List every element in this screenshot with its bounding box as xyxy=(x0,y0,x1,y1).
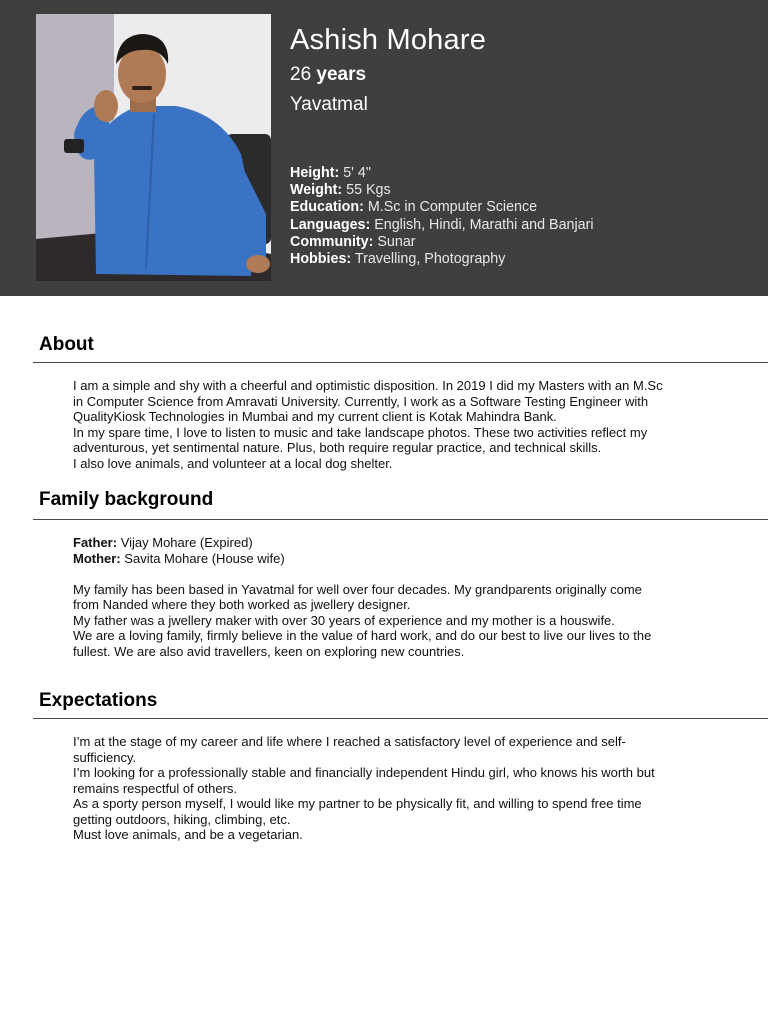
section-title: Expectations xyxy=(39,690,158,711)
detail-languages xyxy=(290,217,760,234)
text-line: fullest. We are also avid travellers, keen on exploring new countries. xyxy=(73,643,465,659)
detail-weight xyxy=(290,182,760,199)
profile-details xyxy=(290,165,760,268)
detail-label: Community: xyxy=(290,233,374,250)
detail-value: English, Hindi, Marathi and Banjari xyxy=(374,216,594,233)
detail-value: 55 Kgs xyxy=(346,182,391,199)
detail-value: Travelling, Photography xyxy=(354,251,506,268)
mother-label: Mother: xyxy=(73,550,121,566)
section-divider xyxy=(33,519,768,520)
detail-value: M.Sc in Computer Science xyxy=(367,199,538,216)
text-line: getting outdoors, hiking, climbing, etc. xyxy=(73,811,291,827)
family-section xyxy=(0,488,768,659)
text-line: My father was a jwellery maker with over 30 years of experience and my mother is a houswife. xyxy=(73,612,615,628)
expectations-section xyxy=(0,689,768,842)
text-line: I also love animals, and volunteer at a local dog shelter. xyxy=(73,455,393,471)
text-line: I’m at the stage of my career and life where I reached a satisfactory level of experience and self- xyxy=(73,734,626,749)
spacer xyxy=(73,566,728,582)
text-line: from Nanded where they both worked as jwellery designer. xyxy=(73,597,411,612)
text-line: QualityKiosk Technologies in Mumbai and my current client is Kotak Mahindra Bank. xyxy=(73,409,557,424)
detail-label: Height: xyxy=(290,165,340,181)
mother-value: Savita Mohare (House wife) xyxy=(124,550,285,566)
detail-value: Sunar xyxy=(377,233,416,250)
age-number: 26 xyxy=(290,64,312,85)
text-line: As a sporty person myself, I would like my partner to be physically fit, and willing to spend free time xyxy=(73,796,642,811)
text-line: I am a simple and shy with a cheerful and optimistic disposition. In 2019 I did my Masters with an M.Sc xyxy=(73,378,663,393)
section-title: Family background xyxy=(39,489,214,510)
family-text xyxy=(73,535,728,659)
profile-header xyxy=(0,0,768,296)
profile-city: Yavatmal xyxy=(290,94,368,115)
father-value: Vijay Mohare (Expired) xyxy=(120,535,253,550)
section-divider xyxy=(33,718,768,719)
mother-line xyxy=(73,551,728,567)
text-line: Must love animals, and be a vegetarian. xyxy=(73,827,303,842)
section-title: About xyxy=(39,334,94,355)
detail-value: 5' 4" xyxy=(343,165,371,181)
text-line: We are a loving family, firmly believe in the value of hard work, and do our best to live our lives to the xyxy=(73,628,652,643)
profile-age xyxy=(290,64,366,86)
text-line: remains respectful of others. xyxy=(73,780,238,796)
about-text xyxy=(73,378,728,471)
detail-label: Languages: xyxy=(290,216,371,233)
detail-height xyxy=(290,165,760,182)
text-line: adventurous, yet sentimental nature. Plus, both require regular practice, and technical skills. xyxy=(73,440,602,455)
detail-label: Education: xyxy=(290,199,364,216)
detail-hobbies xyxy=(290,251,760,268)
profile-name: Ashish Mohare xyxy=(290,24,487,56)
section-divider xyxy=(33,362,768,363)
age-unit: years xyxy=(316,64,367,85)
detail-community xyxy=(290,234,760,251)
detail-education xyxy=(290,199,760,216)
profile-photo xyxy=(36,14,271,281)
father-label: Father: xyxy=(73,535,118,550)
expectations-text xyxy=(73,734,728,843)
text-line: in Computer Science from Amravati University. Currently, I work as a Software Testing Engineer with xyxy=(73,393,649,409)
detail-label: Weight: xyxy=(290,182,343,199)
text-line: My family has been based in Yavatmal for well over four decades. My grandparents originally come xyxy=(73,581,642,597)
text-line: sufficiency. xyxy=(73,749,137,765)
text-line: I’m looking for a professionally stable and financially independent Hindu girl, who knows his worth but xyxy=(73,765,655,780)
father-line xyxy=(73,535,728,551)
text-line: In my spare time, I love to listen to music and take landscape photos. These two activities reflect my xyxy=(73,424,648,440)
detail-label: Hobbies: xyxy=(290,251,352,268)
about-section xyxy=(0,333,768,471)
